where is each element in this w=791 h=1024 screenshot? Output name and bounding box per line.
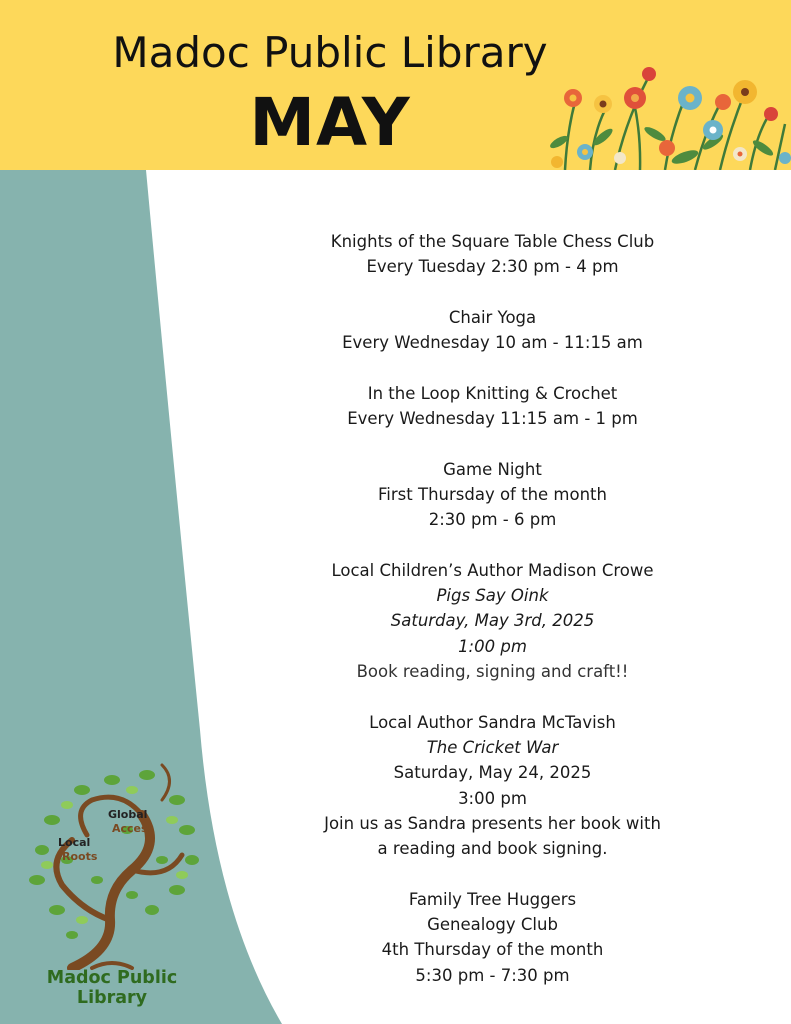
event-line: 1:00 pm (458, 636, 527, 656)
event-line: Local Author Sandra McTavish (369, 712, 616, 732)
event-line: Every Wednesday 11:15 am - 1 pm (347, 409, 638, 429)
event-line: Every Wednesday 10 am - 11:15 am (342, 333, 643, 353)
event-line: Pigs Say Oink (436, 586, 549, 606)
event-line: First Thursday of the month (378, 484, 607, 504)
event-item (290, 710, 695, 862)
event-line: In the Loop Knitting & Crochet (367, 383, 618, 403)
event-line: 2:30 pm - 6 pm (428, 510, 557, 530)
event-line: Join us as Sandra presents her book with (324, 813, 661, 833)
month-heading: MAY (249, 84, 411, 161)
event-item (290, 381, 695, 432)
header-banner (0, 0, 791, 170)
event-item (290, 457, 695, 533)
event-line: Every Tuesday 2:30 pm - 4 pm (366, 257, 619, 277)
event-line: a reading and book signing. (377, 839, 608, 859)
event-line: Book reading, signing and craft!! (356, 662, 629, 682)
event-line: Local Children’s Author Madison Crowe (331, 560, 654, 580)
wildflowers-illustration (545, 62, 791, 170)
event-item (290, 558, 695, 684)
event-item (290, 305, 695, 356)
event-line: Game Night (443, 459, 542, 479)
library-title: Madoc Public Library (112, 28, 548, 77)
event-line: Saturday, May 3rd, 2025 (390, 611, 595, 631)
logo-library-name: Madoc Public Library (46, 968, 178, 1008)
logo-global-text: Global (108, 808, 148, 821)
event-line: Family Tree Huggers (408, 889, 577, 909)
event-line: 3:00 pm (458, 788, 527, 808)
events-list (290, 229, 695, 1013)
event-line: 4th Thursday of the month (381, 940, 604, 960)
logo-access-text: Access (112, 822, 155, 835)
event-line: 5:30 pm - 7:30 pm (415, 965, 570, 985)
event-line: Genealogy Club (427, 915, 558, 935)
event-item (290, 887, 695, 988)
event-line: Chair Yoga (448, 307, 537, 327)
logo-local-text: Local (58, 836, 91, 849)
event-line: The Cricket War (426, 737, 559, 757)
event-line: Saturday, May 24, 2025 (393, 763, 592, 783)
logo-roots-text: Roots (62, 850, 98, 863)
event-line: Knights of the Square Table Chess Club (330, 232, 655, 251)
event-item (290, 229, 695, 280)
tree-logo-icon (12, 760, 212, 970)
